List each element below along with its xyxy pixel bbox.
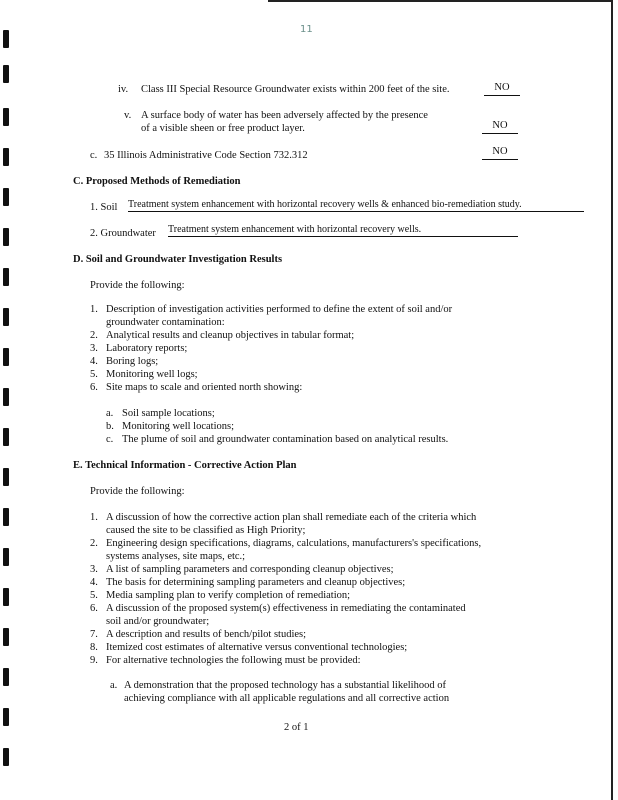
d-item-number: 3. bbox=[90, 343, 98, 354]
d-item-text: Boring logs; bbox=[106, 356, 159, 367]
d-subitem-letter: c. bbox=[106, 434, 114, 445]
e-subitem-line2: achieving compliance with all applicable regulations and all corrective action bbox=[124, 693, 450, 704]
section-c-heading: C. Proposed Methods of Remediation bbox=[73, 176, 241, 187]
punch-mark bbox=[3, 388, 9, 406]
e-item-text: systems analyses, site maps, etc.; bbox=[106, 551, 246, 562]
d-subitem-text: The plume of soil and groundwater contamination based on analytical results. bbox=[122, 434, 449, 445]
e-item-text: The basis for determining sampling parameters and cleanup objectives; bbox=[106, 577, 406, 588]
punch-mark bbox=[3, 148, 9, 166]
e-item-text: caused the site to be classified as High Priority; bbox=[106, 525, 306, 536]
d-item-number: 4. bbox=[90, 356, 98, 367]
section-e-intro: Provide the following: bbox=[90, 486, 185, 497]
d-item-text: Analytical results and cleanup objectives in tabular format; bbox=[106, 330, 355, 341]
section-e-heading: E. Technical Information - Corrective Action Plan bbox=[73, 460, 297, 471]
d-item-text: Site maps to scale and oriented north showing: bbox=[106, 382, 303, 393]
item-c-text: 35 Illinois Administrative Code Section 732.312 bbox=[104, 150, 308, 161]
punch-mark bbox=[3, 188, 9, 206]
d-subitem-letter: a. bbox=[106, 408, 114, 419]
d-item-text: Laboratory reports; bbox=[106, 343, 188, 354]
item-iv-answer: NO bbox=[484, 82, 520, 96]
punch-mark bbox=[3, 668, 9, 686]
page-number: 2 of 1 bbox=[284, 722, 309, 733]
e-item-number: 9. bbox=[90, 655, 98, 666]
item-iv-text: Class III Special Resource Groundwater exists within 200 feet of the site. bbox=[141, 84, 450, 95]
item-v-answer: NO bbox=[482, 120, 518, 134]
item-c-label: c. bbox=[90, 150, 98, 161]
punch-mark bbox=[3, 30, 9, 48]
e-item-number: 3. bbox=[90, 564, 98, 575]
punch-mark bbox=[3, 308, 9, 326]
e-item-number: 7. bbox=[90, 629, 98, 640]
e-subitem-line1: A demonstration that the proposed technology has a substantial likelihood of bbox=[124, 680, 446, 691]
punch-mark bbox=[3, 65, 9, 83]
punch-mark bbox=[3, 508, 9, 526]
page-border-right bbox=[611, 0, 613, 800]
d-subitem-letter: b. bbox=[106, 421, 114, 432]
item-iv-label: iv. bbox=[118, 84, 129, 95]
e-item-number: 1. bbox=[90, 512, 98, 523]
d-item-text: Monitoring well logs; bbox=[106, 369, 198, 380]
item-c-answer: NO bbox=[482, 146, 518, 160]
e-item-text: A discussion of the proposed system(s) effectiveness in remediating the contaminated bbox=[106, 603, 466, 614]
punch-mark bbox=[3, 548, 9, 566]
punch-mark bbox=[3, 748, 9, 766]
d-item-number: 5. bbox=[90, 369, 98, 380]
d-subitem-text: Monitoring well locations; bbox=[122, 421, 234, 432]
d-item-text: groundwater contamination: bbox=[106, 317, 225, 328]
punch-mark bbox=[3, 468, 9, 486]
e-item-text: A discussion of how the corrective action plan shall remediate each of the criteria which bbox=[106, 512, 477, 523]
d-subitem-text: Soil sample locations; bbox=[122, 408, 215, 419]
groundwater-label: 2. Groundwater bbox=[90, 228, 156, 239]
e-item-number: 8. bbox=[90, 642, 98, 653]
page-border-top bbox=[268, 0, 613, 2]
e-item-number: 2. bbox=[90, 538, 98, 549]
punch-mark bbox=[3, 628, 9, 646]
e-subitem-letter: a. bbox=[110, 680, 118, 691]
item-v-line1: A surface body of water has been adversely affected by the presence bbox=[141, 110, 428, 121]
item-v-line2: of a visible sheen or free product layer. bbox=[141, 123, 305, 134]
e-item-text: Engineering design specifications, diagrams, calculations, manufacturers's specifications, bbox=[106, 538, 482, 549]
punch-mark bbox=[3, 108, 9, 126]
e-item-text: For alternative technologies the following must be provided: bbox=[106, 655, 361, 666]
e-item-text: A list of sampling parameters and corresponding cleanup objectives; bbox=[106, 564, 394, 575]
soil-value: Treatment system enhancement with horizontal recovery wells & enhanced bio-remediation study. bbox=[128, 199, 584, 212]
d-item-number: 6. bbox=[90, 382, 98, 393]
e-item-number: 4. bbox=[90, 577, 98, 588]
punch-mark bbox=[3, 348, 9, 366]
section-d-heading: D. Soil and Groundwater Investigation Results bbox=[73, 254, 283, 265]
groundwater-value: Treatment system enhancement with horizontal recovery wells. bbox=[168, 224, 518, 237]
e-item-text: Itemized cost estimates of alternative versus conventional technologies; bbox=[106, 642, 408, 653]
punch-mark bbox=[3, 228, 9, 246]
e-item-text: soil and/or groundwater; bbox=[106, 616, 210, 627]
e-item-number: 5. bbox=[90, 590, 98, 601]
e-item-text: A description and results of bench/pilot studies; bbox=[106, 629, 307, 640]
punch-mark bbox=[3, 708, 9, 726]
punch-mark bbox=[3, 588, 9, 606]
d-item-text: Description of investigation activities performed to define the extent of soil and/or bbox=[106, 304, 453, 315]
section-d-intro: Provide the following: bbox=[90, 280, 185, 291]
punch-mark bbox=[3, 268, 9, 286]
item-v-label: v. bbox=[124, 110, 132, 121]
e-item-number: 6. bbox=[90, 603, 98, 614]
soil-label: 1. Soil bbox=[90, 202, 118, 213]
e-item-text: Media sampling plan to verify completion of remediation; bbox=[106, 590, 351, 601]
page-stamp: 11 bbox=[300, 24, 313, 35]
punch-mark bbox=[3, 428, 9, 446]
d-item-number: 2. bbox=[90, 330, 98, 341]
d-item-number: 1. bbox=[90, 304, 98, 315]
